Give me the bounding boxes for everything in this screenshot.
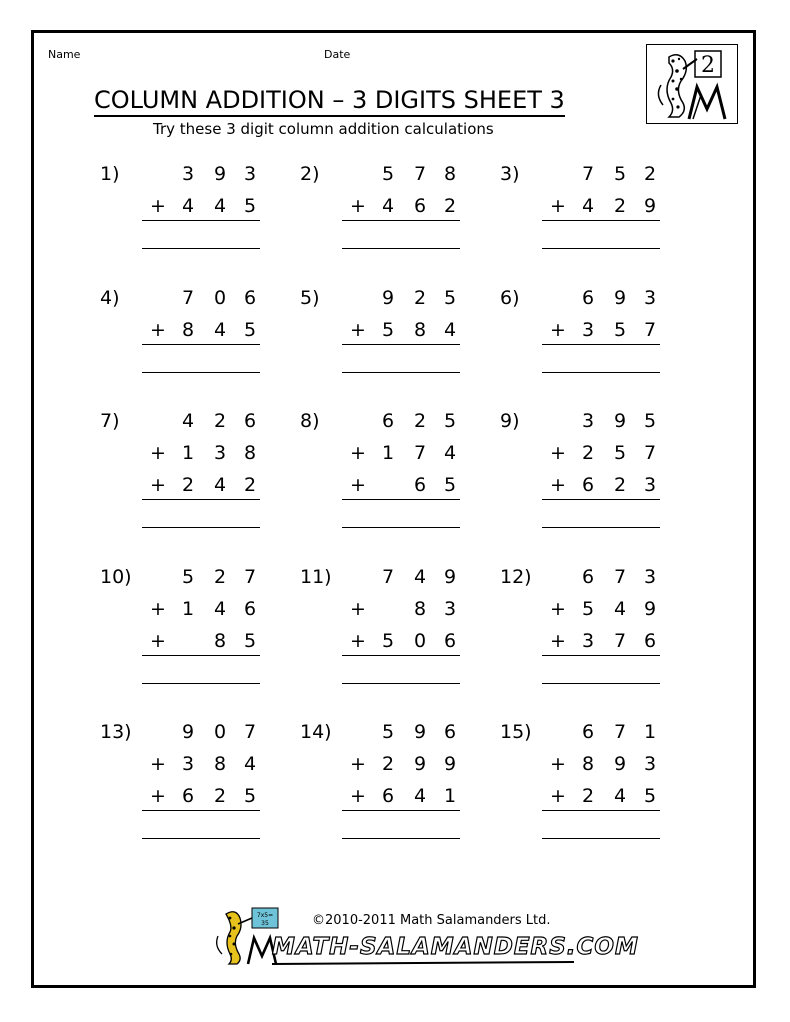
digit: 9 bbox=[213, 163, 227, 185]
addend-row bbox=[542, 194, 658, 218]
digit: 2 bbox=[213, 410, 227, 432]
digit: 2 bbox=[443, 195, 457, 217]
digit: 5 bbox=[243, 785, 257, 807]
digit: 5 bbox=[381, 319, 395, 341]
digit: 7 bbox=[643, 442, 657, 464]
digit: 5 bbox=[443, 410, 457, 432]
answer-line[interactable] bbox=[142, 838, 260, 839]
digit: 9 bbox=[643, 195, 657, 217]
digit: 6 bbox=[643, 630, 657, 652]
addend-row bbox=[342, 597, 458, 621]
digit: 7 bbox=[413, 442, 427, 464]
problem-number: 9) bbox=[500, 410, 520, 432]
logo-number: 2 bbox=[701, 53, 715, 78]
plus-sign: + bbox=[350, 474, 366, 496]
digit: 3 bbox=[581, 410, 595, 432]
digit: 6 bbox=[581, 566, 595, 588]
problem-number: 14) bbox=[300, 721, 332, 743]
digit: 6 bbox=[381, 785, 395, 807]
plus-sign: + bbox=[550, 785, 566, 807]
name-label: Name bbox=[48, 48, 81, 61]
digit: 8 bbox=[213, 630, 227, 652]
plus-sign: + bbox=[350, 598, 366, 620]
sum-line bbox=[342, 220, 460, 221]
plus-sign: + bbox=[150, 474, 166, 496]
addend-row bbox=[142, 565, 258, 589]
digit: 5 bbox=[181, 566, 195, 588]
digit: 5 bbox=[243, 630, 257, 652]
digit: 8 bbox=[243, 442, 257, 464]
answer-line[interactable] bbox=[542, 248, 660, 249]
digit: 4 bbox=[243, 753, 257, 775]
addend-row bbox=[542, 473, 658, 497]
digit: 9 bbox=[643, 598, 657, 620]
addend-row bbox=[542, 409, 658, 433]
digit: 7 bbox=[243, 566, 257, 588]
problem-12 bbox=[500, 565, 700, 715]
plus-sign: + bbox=[350, 630, 366, 652]
digit: 6 bbox=[443, 721, 457, 743]
digit: 5 bbox=[381, 630, 395, 652]
digit: 7 bbox=[613, 630, 627, 652]
digit: 6 bbox=[581, 287, 595, 309]
digit: 6 bbox=[243, 287, 257, 309]
answer-line[interactable] bbox=[342, 248, 460, 249]
addend-row bbox=[142, 194, 258, 218]
plus-sign: + bbox=[350, 195, 366, 217]
digit: 8 bbox=[581, 753, 595, 775]
plus-sign: + bbox=[550, 319, 566, 341]
digit: 1 bbox=[381, 442, 395, 464]
digit: 6 bbox=[443, 630, 457, 652]
addend-row bbox=[342, 194, 458, 218]
digit: 4 bbox=[413, 785, 427, 807]
digit: 3 bbox=[581, 630, 595, 652]
digit: 5 bbox=[243, 319, 257, 341]
plus-sign: + bbox=[550, 474, 566, 496]
digit: 3 bbox=[181, 163, 195, 185]
addend-row bbox=[542, 784, 658, 808]
problem-15 bbox=[500, 720, 700, 870]
digit: 1 bbox=[643, 721, 657, 743]
digit: 7 bbox=[181, 287, 195, 309]
sum-line bbox=[342, 499, 460, 500]
digit: 2 bbox=[581, 442, 595, 464]
problem-number: 11) bbox=[300, 566, 332, 588]
copyright-text: ©2010-2011 Math Salamanders Ltd. bbox=[312, 913, 551, 928]
digit: 3 bbox=[643, 287, 657, 309]
problem-number: 8) bbox=[300, 410, 320, 432]
date-label: Date bbox=[324, 48, 351, 61]
digit: 5 bbox=[613, 163, 627, 185]
addend-row bbox=[142, 286, 258, 310]
addend-row bbox=[342, 162, 458, 186]
addend-row bbox=[142, 162, 258, 186]
addend-row bbox=[142, 597, 258, 621]
digit: 2 bbox=[181, 474, 195, 496]
page-subtitle: Try these 3 digit column addition calculations bbox=[153, 120, 494, 138]
sum-line bbox=[342, 810, 460, 811]
digit: 2 bbox=[581, 785, 595, 807]
digit: 9 bbox=[381, 287, 395, 309]
problem-8 bbox=[300, 409, 500, 559]
answer-line[interactable] bbox=[542, 527, 660, 528]
digit: 2 bbox=[243, 474, 257, 496]
digit: 2 bbox=[613, 195, 627, 217]
plus-sign: + bbox=[550, 442, 566, 464]
digit: 6 bbox=[581, 721, 595, 743]
digit: 4 bbox=[443, 319, 457, 341]
problem-number: 7) bbox=[100, 410, 120, 432]
plus-sign: + bbox=[550, 598, 566, 620]
digit: 7 bbox=[581, 163, 595, 185]
plus-sign: + bbox=[150, 753, 166, 775]
digit: 8 bbox=[413, 598, 427, 620]
digit: 5 bbox=[581, 598, 595, 620]
plus-sign: + bbox=[150, 319, 166, 341]
sum-line bbox=[142, 655, 260, 656]
digit: 3 bbox=[443, 598, 457, 620]
digit: 2 bbox=[413, 287, 427, 309]
digit: 2 bbox=[413, 410, 427, 432]
digit: 6 bbox=[381, 410, 395, 432]
digit: 8 bbox=[213, 753, 227, 775]
digit: 5 bbox=[243, 195, 257, 217]
plus-sign: + bbox=[150, 785, 166, 807]
digit: 1 bbox=[181, 442, 195, 464]
digit: 4 bbox=[213, 598, 227, 620]
addend-row bbox=[342, 629, 458, 653]
digit: 8 bbox=[181, 319, 195, 341]
digit: 7 bbox=[381, 566, 395, 588]
digit: 4 bbox=[213, 474, 227, 496]
digit: 2 bbox=[613, 474, 627, 496]
digit: 6 bbox=[181, 785, 195, 807]
sum-line bbox=[142, 810, 260, 811]
addend-row bbox=[342, 441, 458, 465]
digit: 6 bbox=[243, 410, 257, 432]
digit: 2 bbox=[381, 753, 395, 775]
digit: 5 bbox=[381, 721, 395, 743]
digit: 2 bbox=[213, 566, 227, 588]
answer-line[interactable] bbox=[342, 683, 460, 684]
addend-row bbox=[142, 752, 258, 776]
answer-line[interactable] bbox=[142, 372, 260, 373]
addend-row bbox=[542, 720, 658, 744]
problem-number: 5) bbox=[300, 287, 320, 309]
digit: 4 bbox=[613, 598, 627, 620]
answer-line[interactable] bbox=[542, 372, 660, 373]
addend-row bbox=[342, 473, 458, 497]
addend-row bbox=[342, 784, 458, 808]
digit: 7 bbox=[243, 721, 257, 743]
digit: 8 bbox=[413, 319, 427, 341]
sum-line bbox=[142, 499, 260, 500]
digit: 0 bbox=[213, 287, 227, 309]
sum-line bbox=[542, 499, 660, 500]
addend-row bbox=[542, 565, 658, 589]
addend-row bbox=[542, 441, 658, 465]
answer-line[interactable] bbox=[542, 838, 660, 839]
plus-sign: + bbox=[150, 630, 166, 652]
addend-row bbox=[342, 318, 458, 342]
digit: 1 bbox=[443, 785, 457, 807]
digit: 5 bbox=[443, 287, 457, 309]
addend-row bbox=[342, 286, 458, 310]
problem-14 bbox=[300, 720, 500, 870]
addend-row bbox=[142, 473, 258, 497]
digit: 5 bbox=[613, 319, 627, 341]
addend-row bbox=[342, 409, 458, 433]
answer-line[interactable] bbox=[142, 527, 260, 528]
digit: 5 bbox=[643, 410, 657, 432]
digit: 0 bbox=[213, 721, 227, 743]
digit: 7 bbox=[643, 319, 657, 341]
problem-11 bbox=[300, 565, 500, 715]
addend-row bbox=[542, 629, 658, 653]
digit: 1 bbox=[181, 598, 195, 620]
digit: 7 bbox=[613, 721, 627, 743]
sum-line bbox=[542, 655, 660, 656]
brand-logo-text: MATH-SALAMANDERS.COM bbox=[272, 934, 639, 960]
digit: 5 bbox=[443, 474, 457, 496]
digit: 9 bbox=[443, 566, 457, 588]
addend-row bbox=[342, 720, 458, 744]
problem-number: 15) bbox=[500, 721, 532, 743]
plus-sign: + bbox=[150, 598, 166, 620]
digit: 3 bbox=[643, 753, 657, 775]
digit: 4 bbox=[581, 195, 595, 217]
sum-line bbox=[342, 344, 460, 345]
addend-row bbox=[542, 752, 658, 776]
page-title: COLUMN ADDITION – 3 DIGITS SHEET 3 bbox=[94, 86, 565, 117]
problem-number: 4) bbox=[100, 287, 120, 309]
digit: 9 bbox=[613, 753, 627, 775]
digit: 3 bbox=[643, 474, 657, 496]
problem-number: 6) bbox=[500, 287, 520, 309]
digit: 6 bbox=[413, 474, 427, 496]
digit: 4 bbox=[413, 566, 427, 588]
plus-sign: + bbox=[350, 442, 366, 464]
digit: 5 bbox=[613, 442, 627, 464]
answer-line[interactable] bbox=[342, 372, 460, 373]
addend-row bbox=[142, 409, 258, 433]
addend-row bbox=[142, 441, 258, 465]
plus-sign: + bbox=[150, 442, 166, 464]
digit: 3 bbox=[243, 163, 257, 185]
addend-row bbox=[342, 565, 458, 589]
digit: 9 bbox=[613, 410, 627, 432]
plus-sign: + bbox=[550, 753, 566, 775]
plus-sign: + bbox=[550, 195, 566, 217]
digit: 9 bbox=[413, 753, 427, 775]
sum-line bbox=[142, 220, 260, 221]
salamander-logo-icon bbox=[646, 44, 738, 124]
digit: 4 bbox=[213, 319, 227, 341]
digit: 6 bbox=[581, 474, 595, 496]
digit: 7 bbox=[413, 163, 427, 185]
footer-sign-text: 7x5= bbox=[256, 912, 274, 919]
sum-line bbox=[542, 344, 660, 345]
digit: 3 bbox=[213, 442, 227, 464]
addend-row bbox=[542, 318, 658, 342]
addend-row bbox=[542, 286, 658, 310]
digit: 9 bbox=[443, 753, 457, 775]
problem-number: 10) bbox=[100, 566, 132, 588]
digit: 4 bbox=[613, 785, 627, 807]
problem-number: 3) bbox=[500, 163, 520, 185]
answer-line[interactable] bbox=[142, 683, 260, 684]
problem-number: 1) bbox=[100, 163, 120, 185]
plus-sign: + bbox=[550, 630, 566, 652]
digit: 3 bbox=[181, 753, 195, 775]
addend-row bbox=[542, 162, 658, 186]
answer-line[interactable] bbox=[342, 527, 460, 528]
sum-line bbox=[142, 344, 260, 345]
addend-row bbox=[342, 752, 458, 776]
digit: 9 bbox=[413, 721, 427, 743]
digit: 3 bbox=[643, 566, 657, 588]
digit: 4 bbox=[181, 410, 195, 432]
digit: 2 bbox=[213, 785, 227, 807]
digit: 6 bbox=[413, 195, 427, 217]
problem-7 bbox=[100, 409, 300, 559]
digit: 9 bbox=[181, 721, 195, 743]
addend-row bbox=[542, 597, 658, 621]
answer-line[interactable] bbox=[542, 683, 660, 684]
sum-line bbox=[342, 655, 460, 656]
problem-number: 2) bbox=[300, 163, 320, 185]
addend-row bbox=[142, 720, 258, 744]
digit: 7 bbox=[613, 566, 627, 588]
digit: 2 bbox=[643, 163, 657, 185]
digit: 3 bbox=[581, 319, 595, 341]
addend-row bbox=[142, 318, 258, 342]
digit: 0 bbox=[413, 630, 427, 652]
digit: 5 bbox=[381, 163, 395, 185]
sum-line bbox=[542, 220, 660, 221]
problem-13 bbox=[100, 720, 300, 870]
digit: 8 bbox=[443, 163, 457, 185]
addend-row bbox=[142, 784, 258, 808]
digit: 9 bbox=[613, 287, 627, 309]
digit: 4 bbox=[181, 195, 195, 217]
problem-9 bbox=[500, 409, 700, 559]
plus-sign: + bbox=[350, 319, 366, 341]
answer-line[interactable] bbox=[142, 248, 260, 249]
digit: 4 bbox=[213, 195, 227, 217]
problem-number: 12) bbox=[500, 566, 532, 588]
problem-10 bbox=[100, 565, 300, 715]
plus-sign: + bbox=[150, 195, 166, 217]
plus-sign: + bbox=[350, 753, 366, 775]
answer-line[interactable] bbox=[342, 838, 460, 839]
digit: 4 bbox=[443, 442, 457, 464]
digit: 5 bbox=[643, 785, 657, 807]
addend-row bbox=[142, 629, 258, 653]
digit: 6 bbox=[243, 598, 257, 620]
svg-text:35: 35 bbox=[261, 920, 269, 927]
plus-sign: + bbox=[350, 785, 366, 807]
digit: 4 bbox=[381, 195, 395, 217]
sum-line bbox=[542, 810, 660, 811]
problem-number: 13) bbox=[100, 721, 132, 743]
